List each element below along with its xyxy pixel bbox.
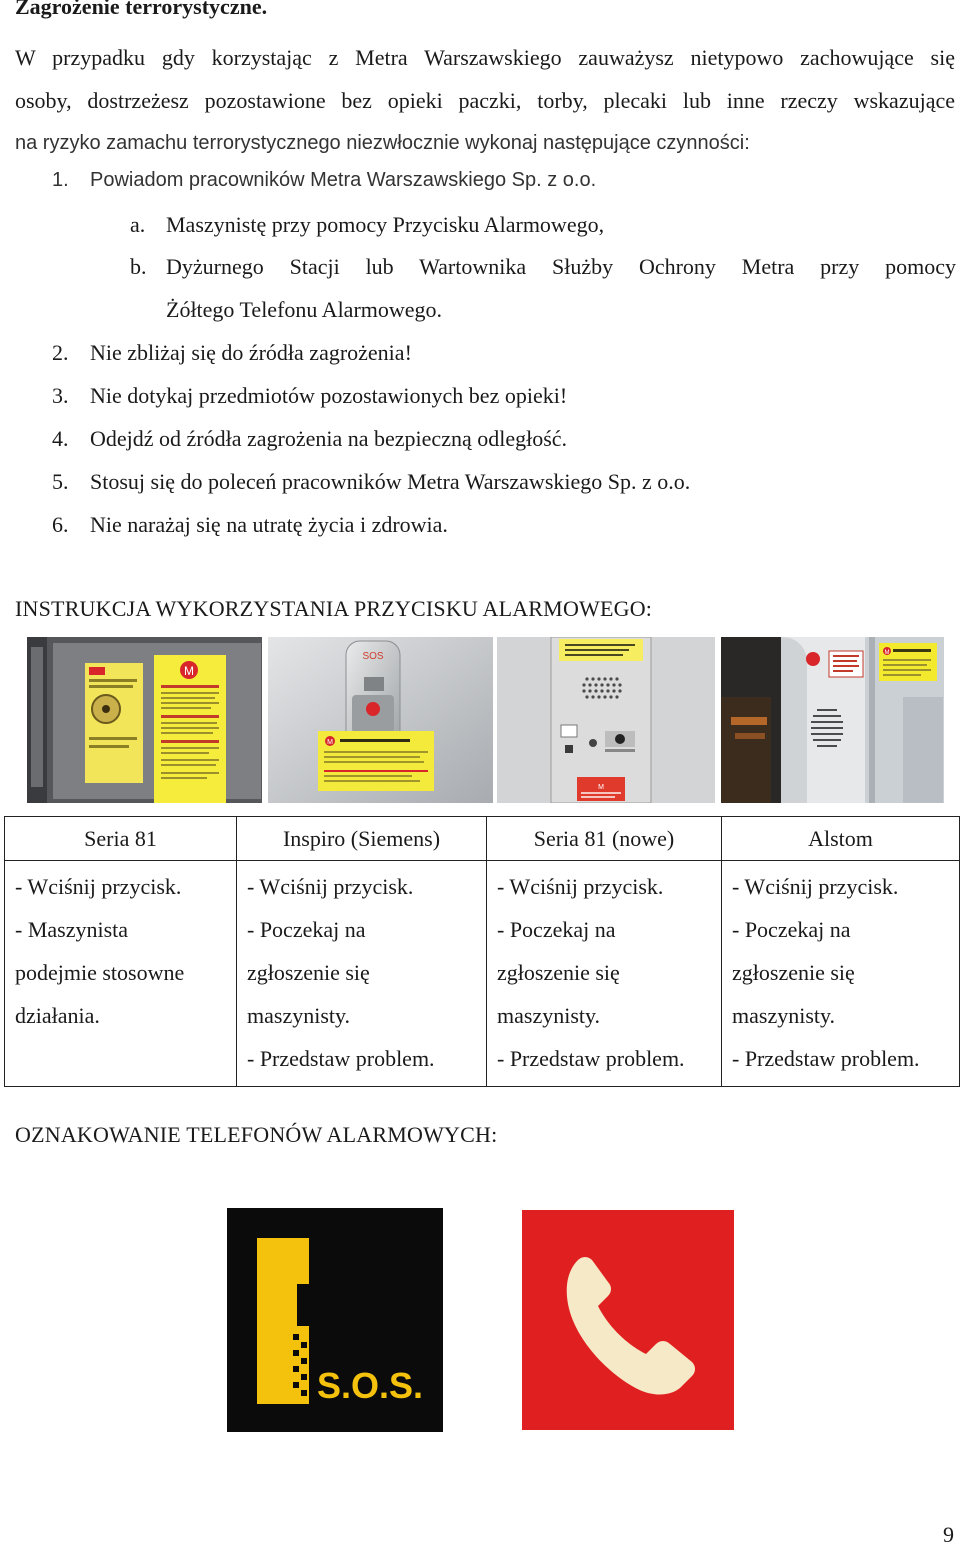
- sos-label: SOS: [362, 651, 384, 662]
- table-row: [5, 861, 960, 1087]
- cell-line: - Maszynista: [15, 917, 129, 942]
- substep-letter: b.: [130, 254, 147, 279]
- metro-logo-letter: M: [327, 739, 333, 746]
- table-header-inspiro: Inspiro (Siemens): [237, 817, 487, 861]
- photo-seria-81: [27, 637, 262, 803]
- cell-line: - Poczekaj na: [247, 917, 366, 942]
- table-header-seria-81: Seria 81: [5, 817, 237, 861]
- table-header-alstom: Alstom: [722, 817, 960, 861]
- page-heading: Zagrożenie terrorystyczne.: [15, 0, 268, 19]
- cell-line: - Wciśnij przycisk.: [15, 874, 182, 899]
- table-cell-inspiro: [237, 861, 487, 1087]
- cell-line: - Przedstaw problem.: [497, 1046, 685, 1071]
- sos-phone-sign: [227, 1208, 443, 1432]
- substep-text: Maszynistę przy pomocy Przycisku Alarmowego,: [166, 212, 605, 237]
- cell-line: - Przedstaw problem.: [247, 1046, 435, 1071]
- table-header-seria-81-nowe: Seria 81 (nowe): [487, 817, 722, 861]
- cell-line: zgłoszenie się: [497, 960, 620, 985]
- step-number: 3.: [52, 383, 69, 408]
- cell-line: zgłoszenie się: [732, 960, 855, 985]
- step-text: Odejdź od źródła zagrożenia na bezpieczną odległość.: [90, 426, 568, 451]
- table-cell-alstom: [722, 861, 960, 1087]
- sos-sign-text: S.O.S.: [316, 1365, 424, 1406]
- cell-line: - Wciśnij przycisk.: [497, 874, 664, 899]
- substep-text: Dyżurnego Stacji lub Wartownika Służby Ochrony Metra przy pomocy: [166, 254, 956, 279]
- substep-letter: a.: [130, 212, 146, 237]
- metro-logo-letter: M: [598, 784, 604, 791]
- cell-line: - Wciśnij przycisk.: [247, 874, 414, 899]
- table-cell-seria-81-nowe: [487, 861, 722, 1087]
- table-header-row: [5, 817, 960, 861]
- step-text: Nie zbliżaj się do źródła zagrożenia!: [90, 340, 412, 365]
- cell-line: maszynisty.: [497, 1003, 601, 1028]
- cell-line: - Przedstaw problem.: [732, 1046, 920, 1071]
- intro-line: na ryzyko zamachu terrorystycznego niezwłocznie wykonaj następujące czynności:: [15, 132, 750, 154]
- cell-line: działania.: [15, 1003, 100, 1028]
- red-phone-sign: [520, 1208, 736, 1432]
- page-number: 9: [943, 1522, 954, 1547]
- photo-alstom: [721, 637, 944, 803]
- substep-text-continued: Żółtego Telefonu Alarmowego.: [166, 297, 443, 322]
- phones-section-title: OZNAKOWANIE TELEFONÓW ALARMOWYCH:: [15, 1122, 498, 1147]
- photo-inspiro: [268, 637, 493, 803]
- intro-line: W przypadku gdy korzystając z Metra Warszawskiego zauważysz nietypowo zachowujące się: [15, 45, 955, 70]
- table-cell-seria-81: [5, 861, 237, 1087]
- step-number: 1.: [52, 169, 69, 191]
- cell-line: podejmie stosowne: [15, 960, 185, 985]
- cell-line: - Poczekaj na: [497, 917, 616, 942]
- cell-line: maszynisty.: [732, 1003, 836, 1028]
- step-number: 2.: [52, 340, 69, 365]
- step-number: 4.: [52, 426, 69, 451]
- metro-logo-letter: M: [884, 650, 890, 656]
- cell-line: - Poczekaj na: [732, 917, 851, 942]
- cell-line: - Wciśnij przycisk.: [732, 874, 899, 899]
- cell-line: zgłoszenie się: [247, 960, 370, 985]
- step-text: Nie narażaj się na utratę życia i zdrowia.: [90, 512, 448, 537]
- intro-paragraph: [15, 36, 955, 165]
- cell-line: maszynisty.: [247, 1003, 351, 1028]
- step-number: 5.: [52, 469, 69, 494]
- step-number: 6.: [52, 512, 69, 537]
- photo-seria-81-nowe: [497, 637, 715, 803]
- alarm-button-table: [4, 816, 960, 1087]
- instruction-section-title: INSTRUKCJA WYKORZYSTANIA PRZYCISKU ALARMOWEGO:: [15, 596, 653, 621]
- step-text: Nie dotykaj przedmiotów pozostawionych bez opieki!: [90, 383, 568, 408]
- step-text: Powiadom pracowników Metra Warszawskiego Sp. z o.o.: [90, 169, 597, 191]
- intro-line: osoby, dostrzeżesz pozostawione bez opieki paczki, torby, plecaki lub inne rzeczy wskazujące: [15, 88, 955, 113]
- metro-logo-letter: M: [184, 664, 194, 678]
- step-text: Stosuj się do poleceń pracowników Metra Warszawskiego Sp. z o.o.: [90, 469, 691, 494]
